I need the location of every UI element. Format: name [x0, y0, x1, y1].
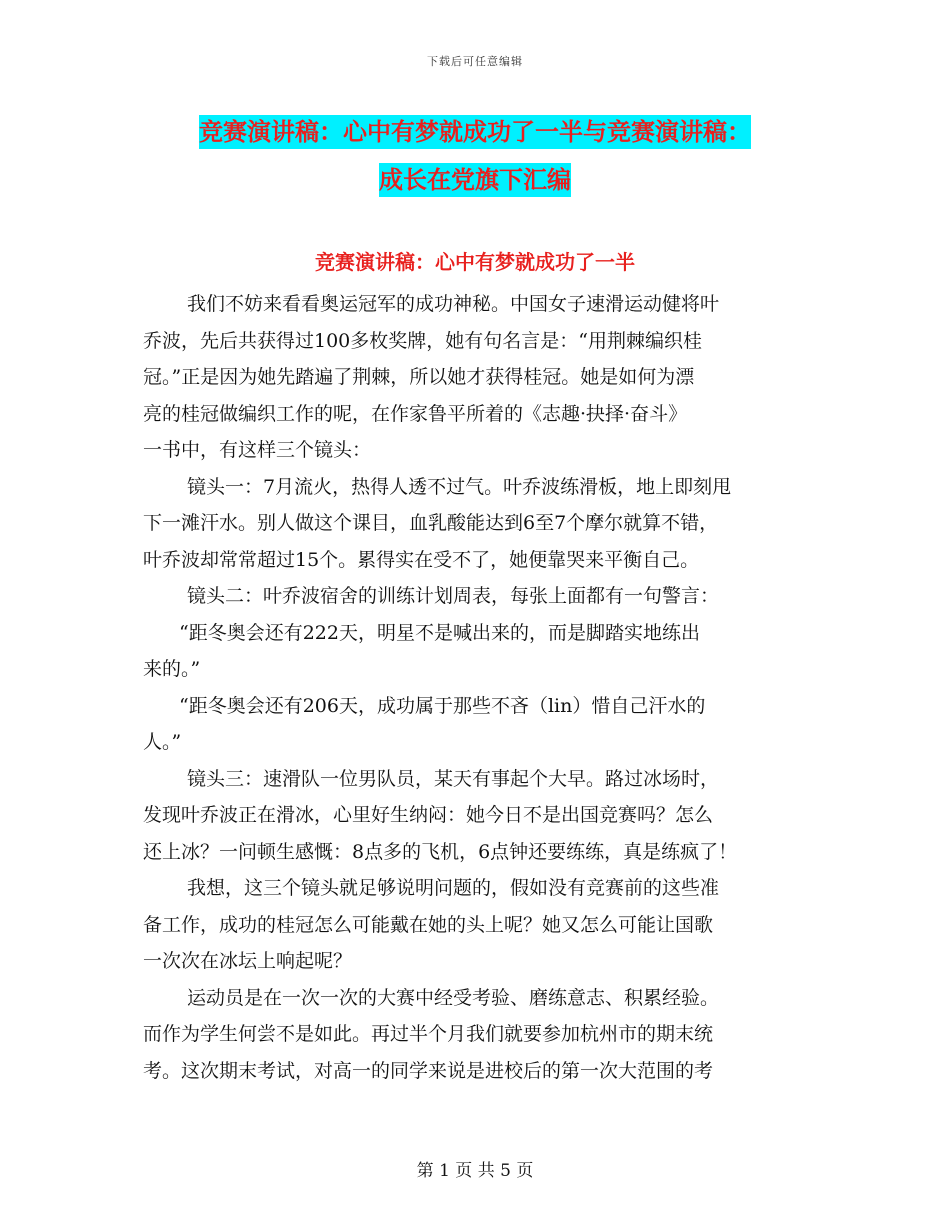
body-line: 考。这次期末考试，对高一的同学来说是进校后的第一次大范围的考: [143, 1059, 714, 1082]
body-line: 下一滩汗水。别人做这个课目，血乳酸能达到6至7个摩尔就算不错，: [143, 512, 719, 534]
body-line: 而作为学生何尝不是如此。再过半个月我们就要参加杭州市的期末统: [143, 1023, 714, 1045]
body-line: 来的。”: [143, 658, 201, 680]
body-line: 人。”: [143, 731, 182, 753]
body-line: 发现叶乔波正在滑冰，心里好生纳闷：她今日不是出国竞赛吗？怎么: [143, 804, 714, 826]
body-line: 亮的桂冠做编织工作的呢，在作家鲁平所着的《志趣·抉择·奋斗》: [143, 402, 688, 425]
title-line-1: 竞赛演讲稿：心中有梦就成功了一半与竞赛演讲稿：: [199, 115, 751, 149]
section-title: 竞赛演讲稿：心中有梦就成功了一半: [315, 250, 635, 274]
body-line: 一书中，有这样三个镜头：: [143, 439, 372, 461]
body-line: 乔波，先后共获得过100多枚奖牌，她有句名言是：“用荆棘编织桂: [143, 329, 702, 352]
page-number: 第 1 页 共 5 页: [416, 1161, 534, 1181]
document-title: [0, 108, 950, 204]
body-line: 镜头三：速滑队一位男队员，某天有事起个大早。路过冰场时，: [187, 767, 720, 790]
body-line: “距冬奥会还有222天，明星不是喊出来的，而是脚踏实地练出: [179, 621, 700, 644]
body-line: 运动员是在一次一次的大赛中经受考验、磨练意志、积累经验。: [187, 986, 720, 1009]
title-line-2: 成长在党旗下汇编: [379, 163, 571, 197]
body-line: 冠。”正是因为她先踏遍了荆棘，所以她才获得桂冠。她是如何为漂: [143, 366, 695, 388]
page-header-note: 下载后可任意编辑: [427, 55, 523, 68]
body-line: 还上冰？一问顿生感慨：8点多的飞机，6点钟还要练练，真是练疯了！: [143, 840, 738, 863]
body-line: 镜头二：叶乔波宿舍的训练计划周表，每张上面都有一句警言：: [187, 585, 720, 607]
body-line: 镜头一：7月流火，热得人透不过气。叶乔波练滑板，地上即刻甩: [187, 475, 732, 498]
body-line: 备工作，成功的桂冠怎么可能戴在她的头上呢？她又怎么可能让国歌: [143, 913, 714, 936]
body-line: 一次次在冰坛上响起呢？: [143, 950, 353, 972]
body-line: “距冬奥会还有206天，成功属于那些不吝（lin）惜自己汗水的: [179, 694, 706, 717]
body-text: [143, 286, 823, 1089]
body-line: 我们不妨来看看奥运冠军的成功神秘。中国女子速滑运动健将叶: [187, 293, 720, 315]
body-line: 叶乔波却常常超过15个。累得实在受不了，她便靠哭来平衡自己。: [143, 548, 700, 571]
body-line: 我想，这三个镜头就足够说明问题的，假如没有竞赛前的这些准: [187, 877, 720, 899]
